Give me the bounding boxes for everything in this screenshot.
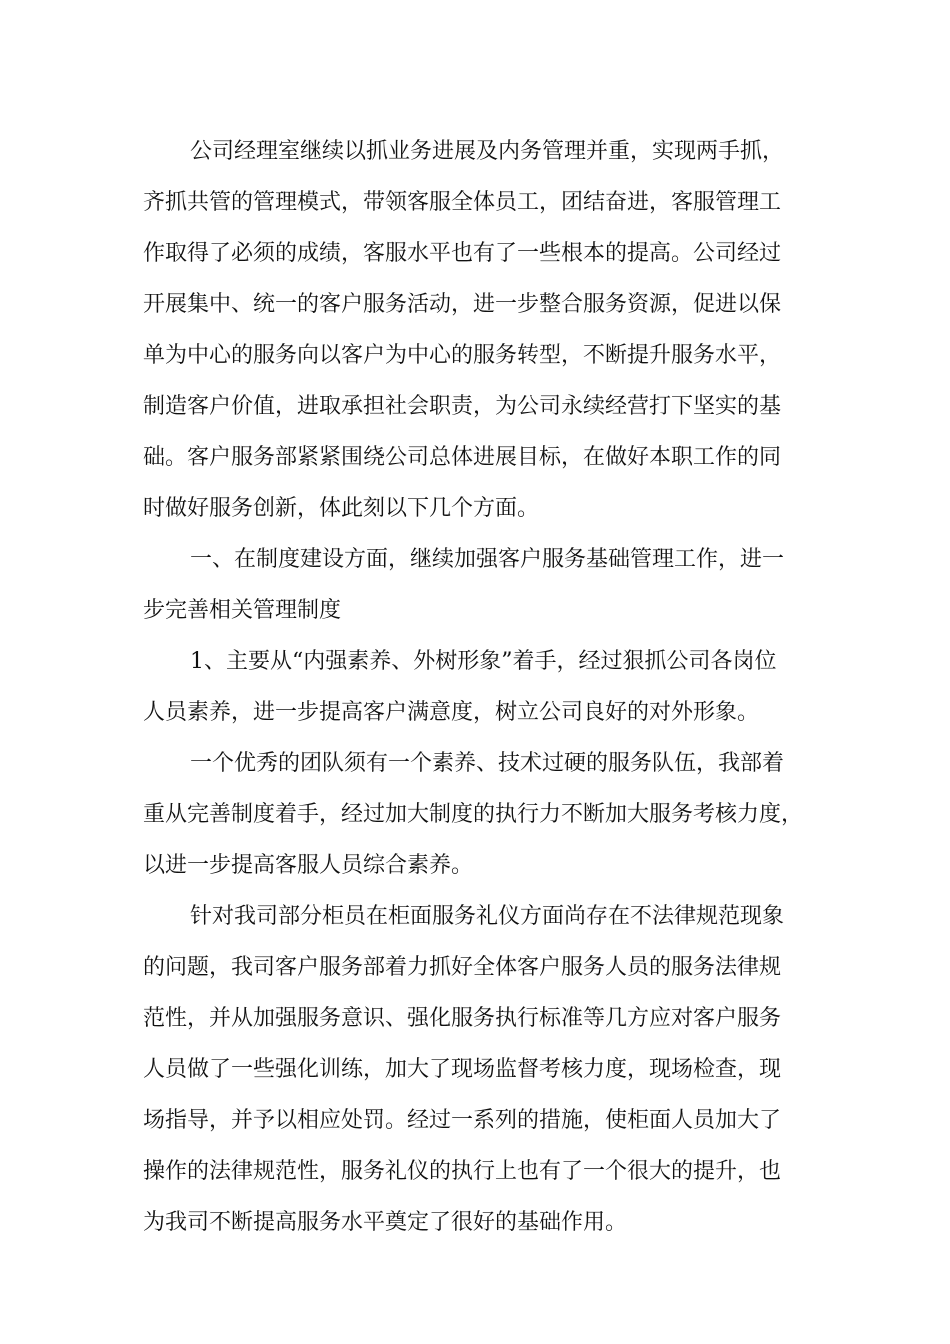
section-heading-line: 一、在制度建设方面，继续加强客户服务基础管理工作，进一: [190, 547, 785, 572]
text-line: 以进一步提高客服人员综合素养。: [143, 853, 474, 878]
text-line: 公司经理室继续以抓业务进展及内务管理并重，实现两手抓，: [190, 139, 785, 164]
text-line: 制造客户价值，进取承担社会职责，为公司永续经营打下坚实的基: [143, 394, 782, 419]
text-line: 单为中心的服务向以客户为中心的服务转型，不断提升服务水平，: [143, 343, 782, 368]
text-line: 人员素养，进一步提高客户满意度，树立公司良好的对外形象。: [143, 700, 760, 725]
text-line: 人员做了一些强化训练，加大了现场监督考核力度，现场检查，现: [143, 1057, 782, 1082]
text-line: 为我司不断提高服务水平奠定了很好的基础作用。: [143, 1210, 628, 1235]
text-line: 齐抓共管的管理模式，带领客服全体员工，团结奋进，客服管理工: [143, 190, 782, 215]
text-line: 操作的法律规范性，服务礼仪的执行上也有了一个很大的提升，也: [143, 1159, 782, 1184]
text-line: 础。客户服务部紧紧围绕公司总体进展目标，在做好本职工作的同: [143, 445, 782, 470]
text-line: 针对我司部分柜员在柜面服务礼仪方面尚存在不法律规范现象: [190, 904, 785, 929]
text-line: 场指导，并予以相应处罚。经过一系列的措施，使柜面人员加大了: [143, 1108, 782, 1133]
text-line: 1、主要从“内强素养、外树形象”着手，经过狠抓公司各岗位: [190, 649, 777, 674]
text-line: 范性，并从加强服务意识、强化服务执行标准等几方应对客户服务: [143, 1006, 782, 1031]
section-heading-line: 步完善相关管理制度: [143, 598, 342, 623]
text-line: 的问题，我司客户服务部着力抓好全体客户服务人员的服务法律规: [143, 955, 782, 980]
text-line: 一个优秀的团队须有一个素养、技术过硬的服务队伍，我部着: [190, 751, 785, 776]
text-line: 作取得了必须的成绩，客服水平也有了一些根本的提高。公司经过: [143, 241, 782, 266]
text-line: 开展集中、统一的客户服务活动，进一步整合服务资源，促进以保: [143, 292, 782, 317]
text-line: 重从完善制度着手，经过加大制度的执行力不断加大服务考核力度，: [143, 802, 804, 827]
text-line: 时做好服务创新，体此刻以下几个方面。: [143, 496, 540, 521]
